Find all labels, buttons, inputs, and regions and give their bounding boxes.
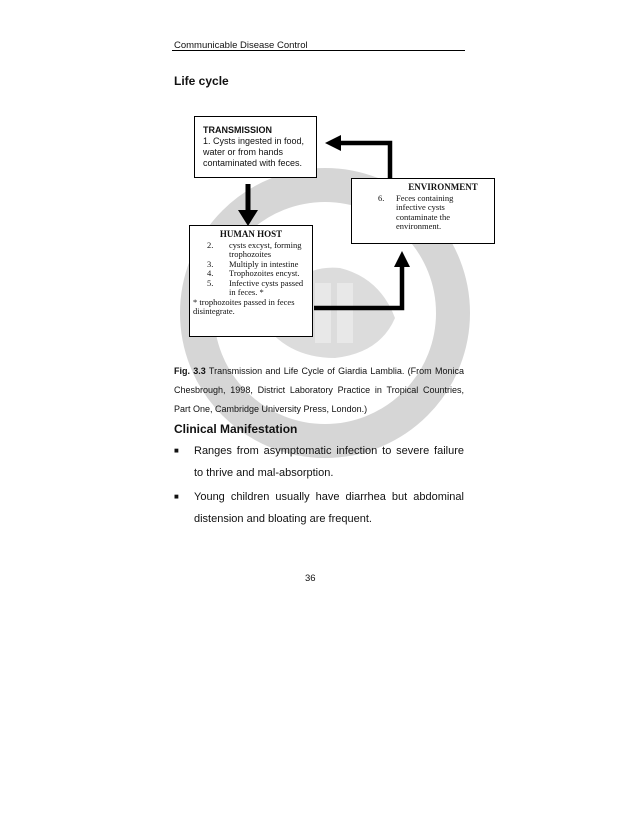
human-host-item xyxy=(193,241,309,260)
square-bullet-icon: ■ xyxy=(174,492,179,501)
square-bullet-icon: ■ xyxy=(174,446,179,455)
item-number: 4. xyxy=(207,268,214,278)
list-item xyxy=(174,486,464,530)
section-title: Life cycle xyxy=(174,74,229,88)
item-text: Multiply in intestine xyxy=(229,258,299,269)
page-header: Communicable Disease Control xyxy=(174,40,308,51)
item-text: Infective cysts passed in feces. * xyxy=(229,277,304,297)
page-number: 36 xyxy=(305,573,316,584)
bullet-text: Ranges from asymptomatic infection to severe failure to thrive and mal-absorption. xyxy=(194,445,464,479)
human-host-title: HUMAN HOST xyxy=(219,229,283,239)
transmission-box xyxy=(194,116,317,178)
item-text: Trophozoites encyst. xyxy=(229,268,300,278)
bullet-text: Young children usually have diarrhea but abdominal distension and bloating are frequent. xyxy=(194,491,464,525)
human-host-box xyxy=(189,225,313,337)
item-number: 3. xyxy=(207,258,214,269)
environment-item xyxy=(356,194,490,232)
figure-caption xyxy=(174,362,464,419)
figure-caption-text: Transmission and Life Cycle of Giardia Lamblia. (From Monica Chesbrough, 1998, District Laboratory Practice in Tropical Countries, Part One, Cambridge University Press, London.) xyxy=(174,366,464,414)
human-host-footnote: * trophozoites passed in feces disintegrate. xyxy=(193,296,295,316)
list-item xyxy=(174,440,464,484)
transmission-line: 1. Cysts ingested in food, xyxy=(203,136,305,146)
item-number: 5. xyxy=(207,277,214,288)
figure-label: Fig. 3.3 xyxy=(174,366,206,376)
clinical-bullets xyxy=(174,440,464,530)
environment-box xyxy=(351,178,495,244)
human-host-item xyxy=(193,279,309,298)
header-rule xyxy=(172,50,465,51)
transmission-title: TRANSMISSION xyxy=(203,125,273,135)
item-number: 2. xyxy=(207,239,214,250)
item-text: Feces containing infective cysts contaminate the environment. xyxy=(396,192,454,231)
clinical-title: Clinical Manifestation xyxy=(174,422,298,436)
item-number: 6. xyxy=(378,192,385,203)
transmission-line: contaminated with feces. xyxy=(203,158,303,168)
environment-title: ENVIRONMENT xyxy=(408,182,478,192)
transmission-line: water or from hands xyxy=(203,147,284,157)
item-text: cysts excyst, forming trophozoites xyxy=(229,239,302,259)
